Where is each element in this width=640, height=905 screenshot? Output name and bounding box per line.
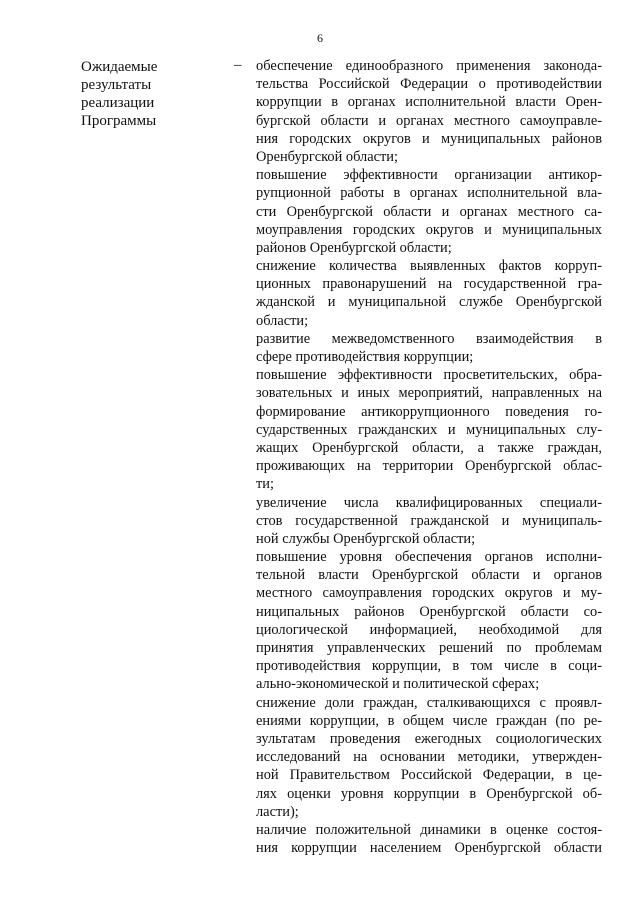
section-label-line: Программы <box>81 113 157 129</box>
content-line: области; <box>256 312 309 329</box>
content-line: сударственных гражданских и муниципальных слу- <box>256 421 602 438</box>
content-line: лях оценки уровня коррупции в Оренбургской об- <box>256 785 602 802</box>
content-line: коррупции в органах исполнительной власти Орен- <box>256 94 602 111</box>
content-line: рупционной работы в органах исполнительной вла- <box>256 185 602 202</box>
content-line: ласти); <box>256 803 299 820</box>
content-line: ционных правонарушений на государственной гра- <box>256 276 602 293</box>
content-line: ниципальных районов Оренбургской области со- <box>256 603 602 620</box>
page-number: 6 <box>317 31 323 45</box>
section-label <box>81 58 221 130</box>
content-line: зультатам проведения ежегодных социологических <box>256 730 602 747</box>
content-line: повышение уровня обеспечения органов исполни- <box>256 549 602 566</box>
content-line: тельства Российской Федерации о противодействии <box>256 76 602 93</box>
content-line: обеспечение единообразного применения законода- <box>256 58 602 74</box>
section-content <box>256 57 602 857</box>
content-line: стов государственной гражданской и муниципаль- <box>256 512 602 529</box>
content-line: моуправления городских округов и муниципальных <box>256 221 602 238</box>
content-line: снижение доли граждан, сталкивающихся с проявл- <box>256 694 602 711</box>
content-line: проживающих на территории Оренбургской облас- <box>256 458 602 475</box>
section-dash: – <box>234 57 242 73</box>
content-line: снижение количества выявленных фактов корруп- <box>256 258 602 275</box>
section-label-line: реализации <box>81 95 155 111</box>
content-line: жащих Оренбургской области, а также граждан, <box>256 439 602 456</box>
content-line: сфере противодействия коррупции; <box>256 349 474 365</box>
content-line: ной службы Оренбургской области; <box>256 530 476 547</box>
content-line: тельной власти Оренбургской области и органов <box>256 567 602 584</box>
content-line: зовательных и иных мероприятий, направленных на <box>256 385 602 402</box>
content-line: наличие положительной динамики в оценке состоя- <box>256 821 602 838</box>
content-line: повышение эффективности просветительских, обра- <box>256 367 602 384</box>
content-line: ния городских округов и муниципальных районов <box>256 130 602 147</box>
content-line: противодействия коррупции, в том числе в соци- <box>256 658 602 675</box>
section-label-line: Ожидаемые <box>81 59 158 75</box>
content-line: местного самоуправления городских округов и му- <box>256 585 602 602</box>
content-line: жданской и муниципальной службе Оренбургской <box>256 294 602 311</box>
content-line: сти Оренбургской области и органах местного са- <box>256 203 602 220</box>
content-line: ния коррупции населением Оренбургской области <box>256 840 602 857</box>
content-line: принятия управленческих решений по проблемам <box>256 640 602 656</box>
section-label-line: результаты <box>81 77 152 93</box>
content-line: циологической информацией, необходимой для <box>256 621 602 638</box>
content-line: ально-экономической и политической сферах; <box>256 676 540 693</box>
content-line: бургской области и органах местного самоуправле- <box>256 112 602 129</box>
content-line: исследований на основании методики, утвержден- <box>256 749 602 766</box>
content-line: ениями коррупции, в общем числе граждан (по ре- <box>256 712 602 729</box>
content-line: увеличение числа квалифицированных специали- <box>256 494 602 511</box>
content-line: ной Правительством Российской Федерации, в це- <box>256 767 602 784</box>
content-line: формирование антикоррупционного поведения го- <box>256 403 602 420</box>
content-line: развитие межведомственного взаимодействия в <box>256 330 602 347</box>
content-line: районов Оренбургской области; <box>256 239 452 256</box>
content-line: ти; <box>256 476 274 493</box>
content-line: Оренбургской области; <box>256 148 398 165</box>
content-line: повышение эффективности организации антикор- <box>256 167 602 184</box>
